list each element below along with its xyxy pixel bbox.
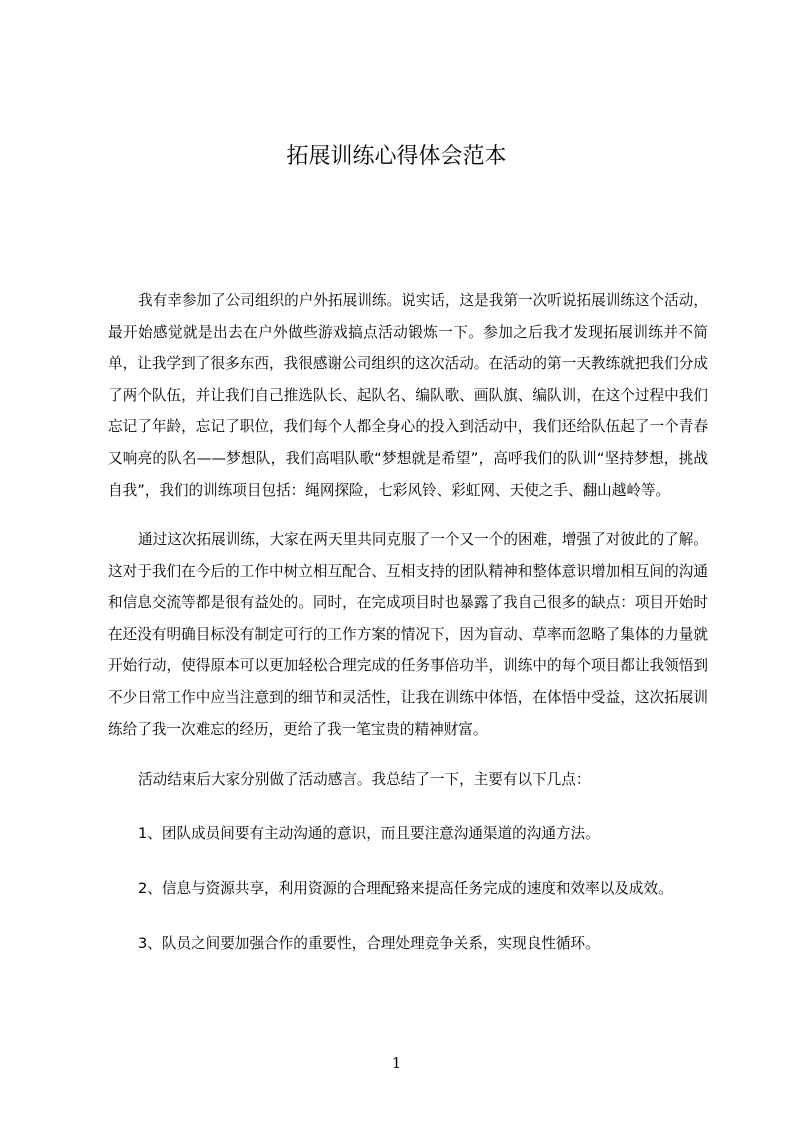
page-number: 1	[391, 1054, 402, 1072]
paragraph-2: 通过这次拓展训练，大家在两天里共同克服了一个又一个的困难，增强了对彼此的了解。这对于我们在今后的工作中树立相互配合、互相支持的团队精神和整体意识增加相互间的沟通和信息交流等都是很有益处的。同时，在完成项目时也暴露了我自己很多的缺点：项目开始时在还没有明确目标没有制定可行的工作方案的情况下，因为盲动、草率而忽略了集体的力量就开始行动，使得原本可以更加轻松合理完成的任务事倍功半，训练中的每个项目都让我领悟到不少日常工作中应当注意到的细节和灵活性，让我在训练中体悟，在体悟中受益，这次拓展训练给了我一次难忘的经历，更给了我一笔宝贵的精神财富。	[108, 531, 708, 738]
document-title: 拓展训练心得体会范本	[286, 144, 507, 169]
list-item-1: 1、团队成员间要有主动沟通的意识，而且要注意沟通渠道的沟通方法。	[138, 825, 600, 842]
list-item-2: 2、信息与资源共享，利用资源的合理配臵来提高任务完成的速度和效率以及成效。	[138, 880, 673, 897]
paragraph-3: 活动结束后大家分别做了活动感言。我总结了一下，主要有以下几点：	[138, 771, 591, 788]
paragraph-1: 我有幸参加了公司组织的户外拓展训练。说实话，这是我第一次听说拓展训练这个活动，最开始感觉就是出去在户外做些游戏搞点活动锻炼一下。参加之后我才发现拓展训练并不简单，让我学到了很多东西，我很感谢公司组织的这次活动。在活动的第一天教练就把我们分成了两个队伍，并让我们自己推选队长、起队名、编队歌、画队旗、编队训，在这个过程中我们忘记了年龄，忘记了职位，我们每个人都全身心的投入到活动中，我们还给队伍起了一个青春又响亮的队名——梦想队，我们高唱队歌“梦想就是希望”，高呼我们的队训“坚持梦想，挑战自我”，我们的训练项目包括：绳网探险，七彩风铃、彩虹网、天使之手、翻山越岭等。	[108, 292, 708, 499]
list-item-3: 3、队员之间要加强合作的重要性，合理处理竞争关系，实现良性循环。	[138, 935, 600, 952]
